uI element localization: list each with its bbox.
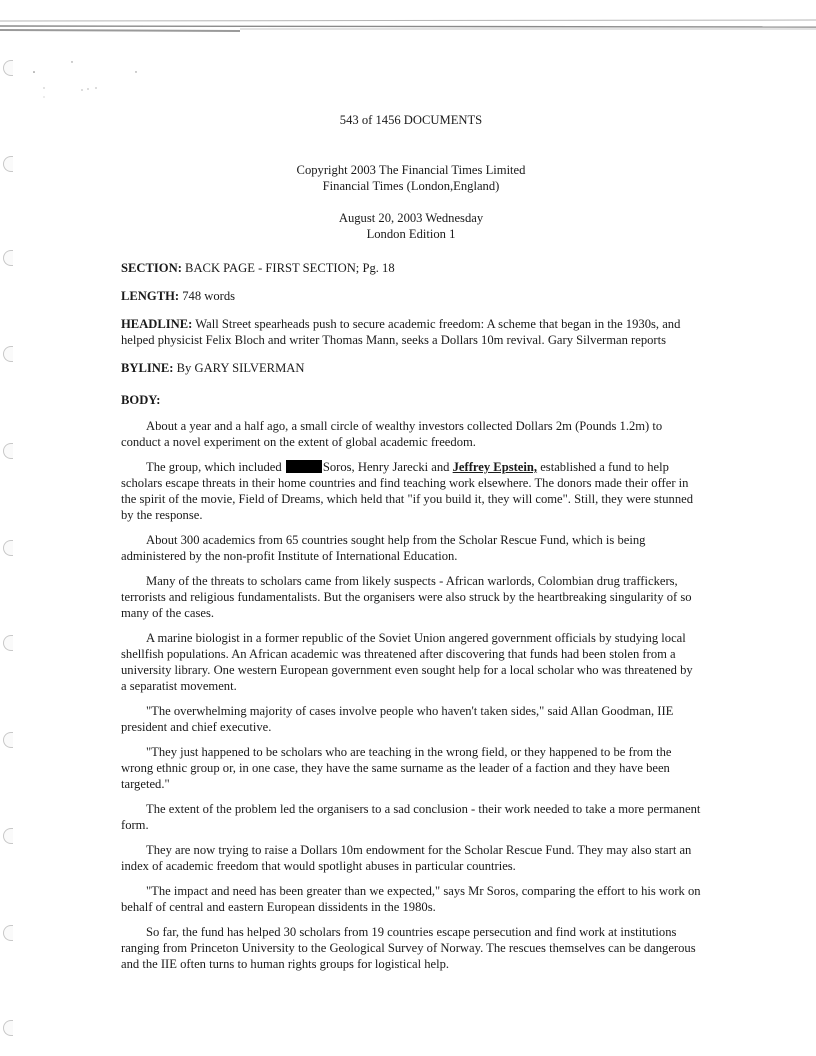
- headline-field: [121, 316, 701, 348]
- headline-value: Wall Street spearheads push to secure academic freedom: A scheme that began in the 1930s, and helped physicist Felix Bloch and writer Thomas Mann, seeks a Dollars 10m revival. Gary Silverman reports: [121, 317, 681, 347]
- paragraph-text: Soros, Henry Jarecki and: [322, 460, 450, 474]
- paragraph-text: The group, which included: [146, 460, 282, 474]
- scan-edge-lines: [0, 15, 816, 37]
- byline-field: [121, 360, 701, 376]
- section-label: SECTION:: [121, 261, 182, 275]
- body-paragraph: "The overwhelming majority of cases involve people who haven't taken sides," said Allan Goodman, IIE president and chief executive.: [121, 704, 674, 734]
- section-field: [121, 260, 701, 276]
- body-paragraph: [121, 459, 701, 523]
- binder-hole: [3, 250, 13, 266]
- binder-hole: [3, 346, 13, 362]
- binder-hole: [3, 443, 13, 459]
- body-paragraph: They are now trying to raise a Dollars 10m endowment for the Scholar Rescue Fund. They may also start an index of academic freedom that would spotlight abuses in particular countries.: [121, 843, 692, 873]
- byline-label: BYLINE:: [121, 361, 174, 375]
- paragraph-text: established a fund to help scholars escape threats in their home countries and find teaching work elsewhere. The donors made their offer in the spirit of the movie, Field of Dreams, which held that "if you build it, they will come". Still, they were stunned by the response.: [121, 460, 694, 522]
- body-paragraph: "The impact and need has been greater than we expected," says Mr Soros, comparing the effort to his work on behalf of central and eastern European dissidents in the 1980s.: [121, 884, 701, 914]
- redaction-box: [286, 460, 322, 473]
- body-paragraph: So far, the fund has helped 30 scholars from 19 countries escape persecution and find work at institutions ranging from Princeton University to the Geological Survey of Norway. The rescues themselves can be dangerous and the IIE often turns to human rights groups for logistical help.: [121, 925, 696, 971]
- length-value: 748 words: [182, 289, 236, 303]
- edition: London Edition 1: [366, 227, 456, 241]
- document-count: 543 of 1456 DOCUMENTS: [339, 113, 483, 127]
- body-paragraph: "They just happened to be scholars who are teaching in the wrong field, or they happened to be from the wrong ethnic group or, in one case, they have the same surname as the leader of a faction and they have been targeted.": [121, 745, 672, 791]
- highlighted-name: Jeffrey Epstein,: [452, 460, 538, 474]
- scan-specks: [30, 60, 150, 110]
- body-label: BODY:: [121, 393, 161, 407]
- section-value: BACK PAGE - FIRST SECTION; Pg. 18: [185, 261, 395, 275]
- copyright-line: Copyright 2003 The Financial Times Limited: [296, 163, 526, 177]
- binder-hole: [3, 540, 13, 556]
- binder-hole: [3, 156, 13, 172]
- headline-label: HEADLINE:: [121, 317, 193, 331]
- document-page: [121, 108, 701, 981]
- binder-hole: [3, 60, 13, 76]
- body-paragraph: Many of the threats to scholars came from likely suspects - African warlords, Colombian drug traffickers, terrorists and religious fundamentalists. But the organisers were also struck by the heartbreaking singularity of so many of the cases.: [121, 574, 692, 620]
- body-paragraph: The extent of the problem led the organisers to a sad conclusion - their work needed to take a more permanent form.: [121, 802, 701, 832]
- binder-hole: [3, 732, 13, 748]
- body-paragraph: About 300 academics from 65 countries sought help from the Scholar Rescue Fund, which is being administered by the non-profit Institute of International Education.: [121, 533, 646, 563]
- length-field: [121, 288, 701, 304]
- byline-value: By GARY SILVERMAN: [176, 361, 305, 375]
- binder-hole: [3, 828, 13, 844]
- body-paragraph: A marine biologist in a former republic of the Soviet Union angered government officials by studying local shellfish populations. An African academic was threatened after discovering that funds had been stolen from a university library. One western European government even sought help for a local scholar who was threatened by a separatist movement.: [121, 631, 693, 693]
- publication-name: Financial Times (London,England): [322, 179, 500, 193]
- binder-hole: [3, 635, 13, 651]
- length-label: LENGTH:: [121, 289, 180, 303]
- body-paragraph: About a year and a half ago, a small circle of wealthy investors collected Dollars 2m (Pounds 1.2m) to conduct a novel experiment on the extent of global academic freedom.: [121, 419, 663, 449]
- binder-hole: [3, 1020, 13, 1036]
- binder-hole: [3, 925, 13, 941]
- publication-date: August 20, 2003 Wednesday: [338, 211, 484, 225]
